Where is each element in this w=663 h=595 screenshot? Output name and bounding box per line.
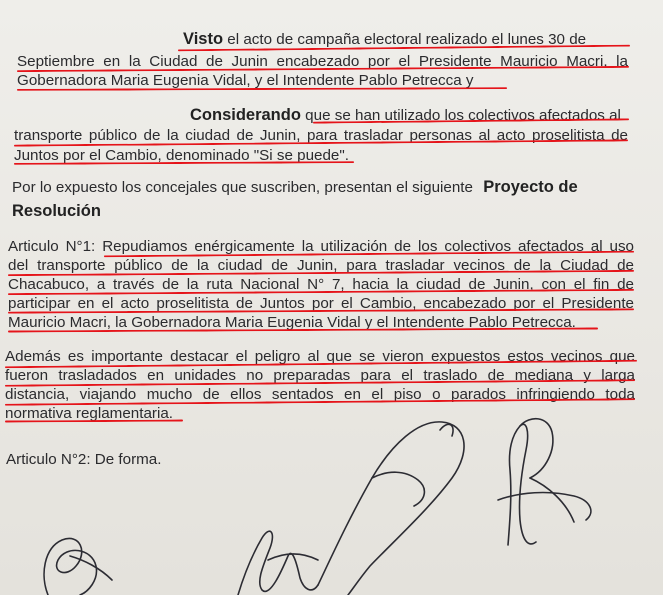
intro-proyecto: Proyecto de — [483, 178, 578, 196]
intro-resolucion: Resolución — [12, 202, 101, 220]
signature-left — [44, 539, 112, 595]
articulo1-line-3: Chacabuco, a través de la ruta Nacional N° 7, hacia la ciudad de Junin, con el fin de — [8, 276, 634, 293]
articulo1-line-1: Articulo N°1: Repudiamos enérgicamente la utilización de los colectivos afectados al uso — [8, 238, 634, 255]
ademas-line-3: distancia, viajando mucho de ellos sentados en el piso o parados infringiendo toda — [5, 386, 635, 403]
articulo1-line-2: del transporte público de la ciudad de Junin, para trasladar vecinos de la Ciudad de — [8, 257, 634, 274]
articulo1-line-4: participar en el acto proselitista de Juntos por el Cambio, encabezado por el Presidente — [8, 295, 634, 312]
articulo1-line-5: Mauricio Macri, la Gobernadora Maria Eugenia Vidal y el Intendente Pablo Petrecca. — [8, 314, 576, 331]
considerando-line-3: Juntos por el Cambio, denominado "Si se puede". — [14, 147, 349, 164]
visto-line-2: Septiembre en la Ciudad de Junin encabezado por el Presidente Mauricio Macri, la — [17, 53, 628, 70]
ademas-line-1: Además es importante destacar el peligro al que se vieron expuestos estos vecinos que — [5, 348, 635, 365]
visto-line-1-text: el acto de campaña electoral realizado el lunes 30 de — [227, 31, 587, 48]
visto-line-3: Gobernadora Maria Eugenia Vidal, y el Intendente Pablo Petrecca y — [17, 72, 474, 89]
articulo2-line: Articulo N°2: De forma. — [6, 451, 162, 468]
intro-text: Por lo expuesto los concejales que suscriben, presentan el siguiente — [12, 179, 473, 196]
considerando-label: Considerando — [190, 106, 301, 124]
signature-center — [238, 422, 464, 595]
ademas-line-2: fueron trasladados en unidades no preparadas para el traslado de mediana y larga — [5, 367, 635, 384]
signature-right — [498, 419, 591, 545]
ademas-line-4: normativa reglamentaria. — [5, 405, 173, 422]
considerando-line-1-text: que se han utilizado los colectivos afectados al — [305, 107, 621, 124]
considerando-line-2: transporte público de la ciudad de Junin, para trasladar personas al acto proselitista de — [14, 127, 628, 144]
visto-label: Visto — [183, 30, 224, 48]
